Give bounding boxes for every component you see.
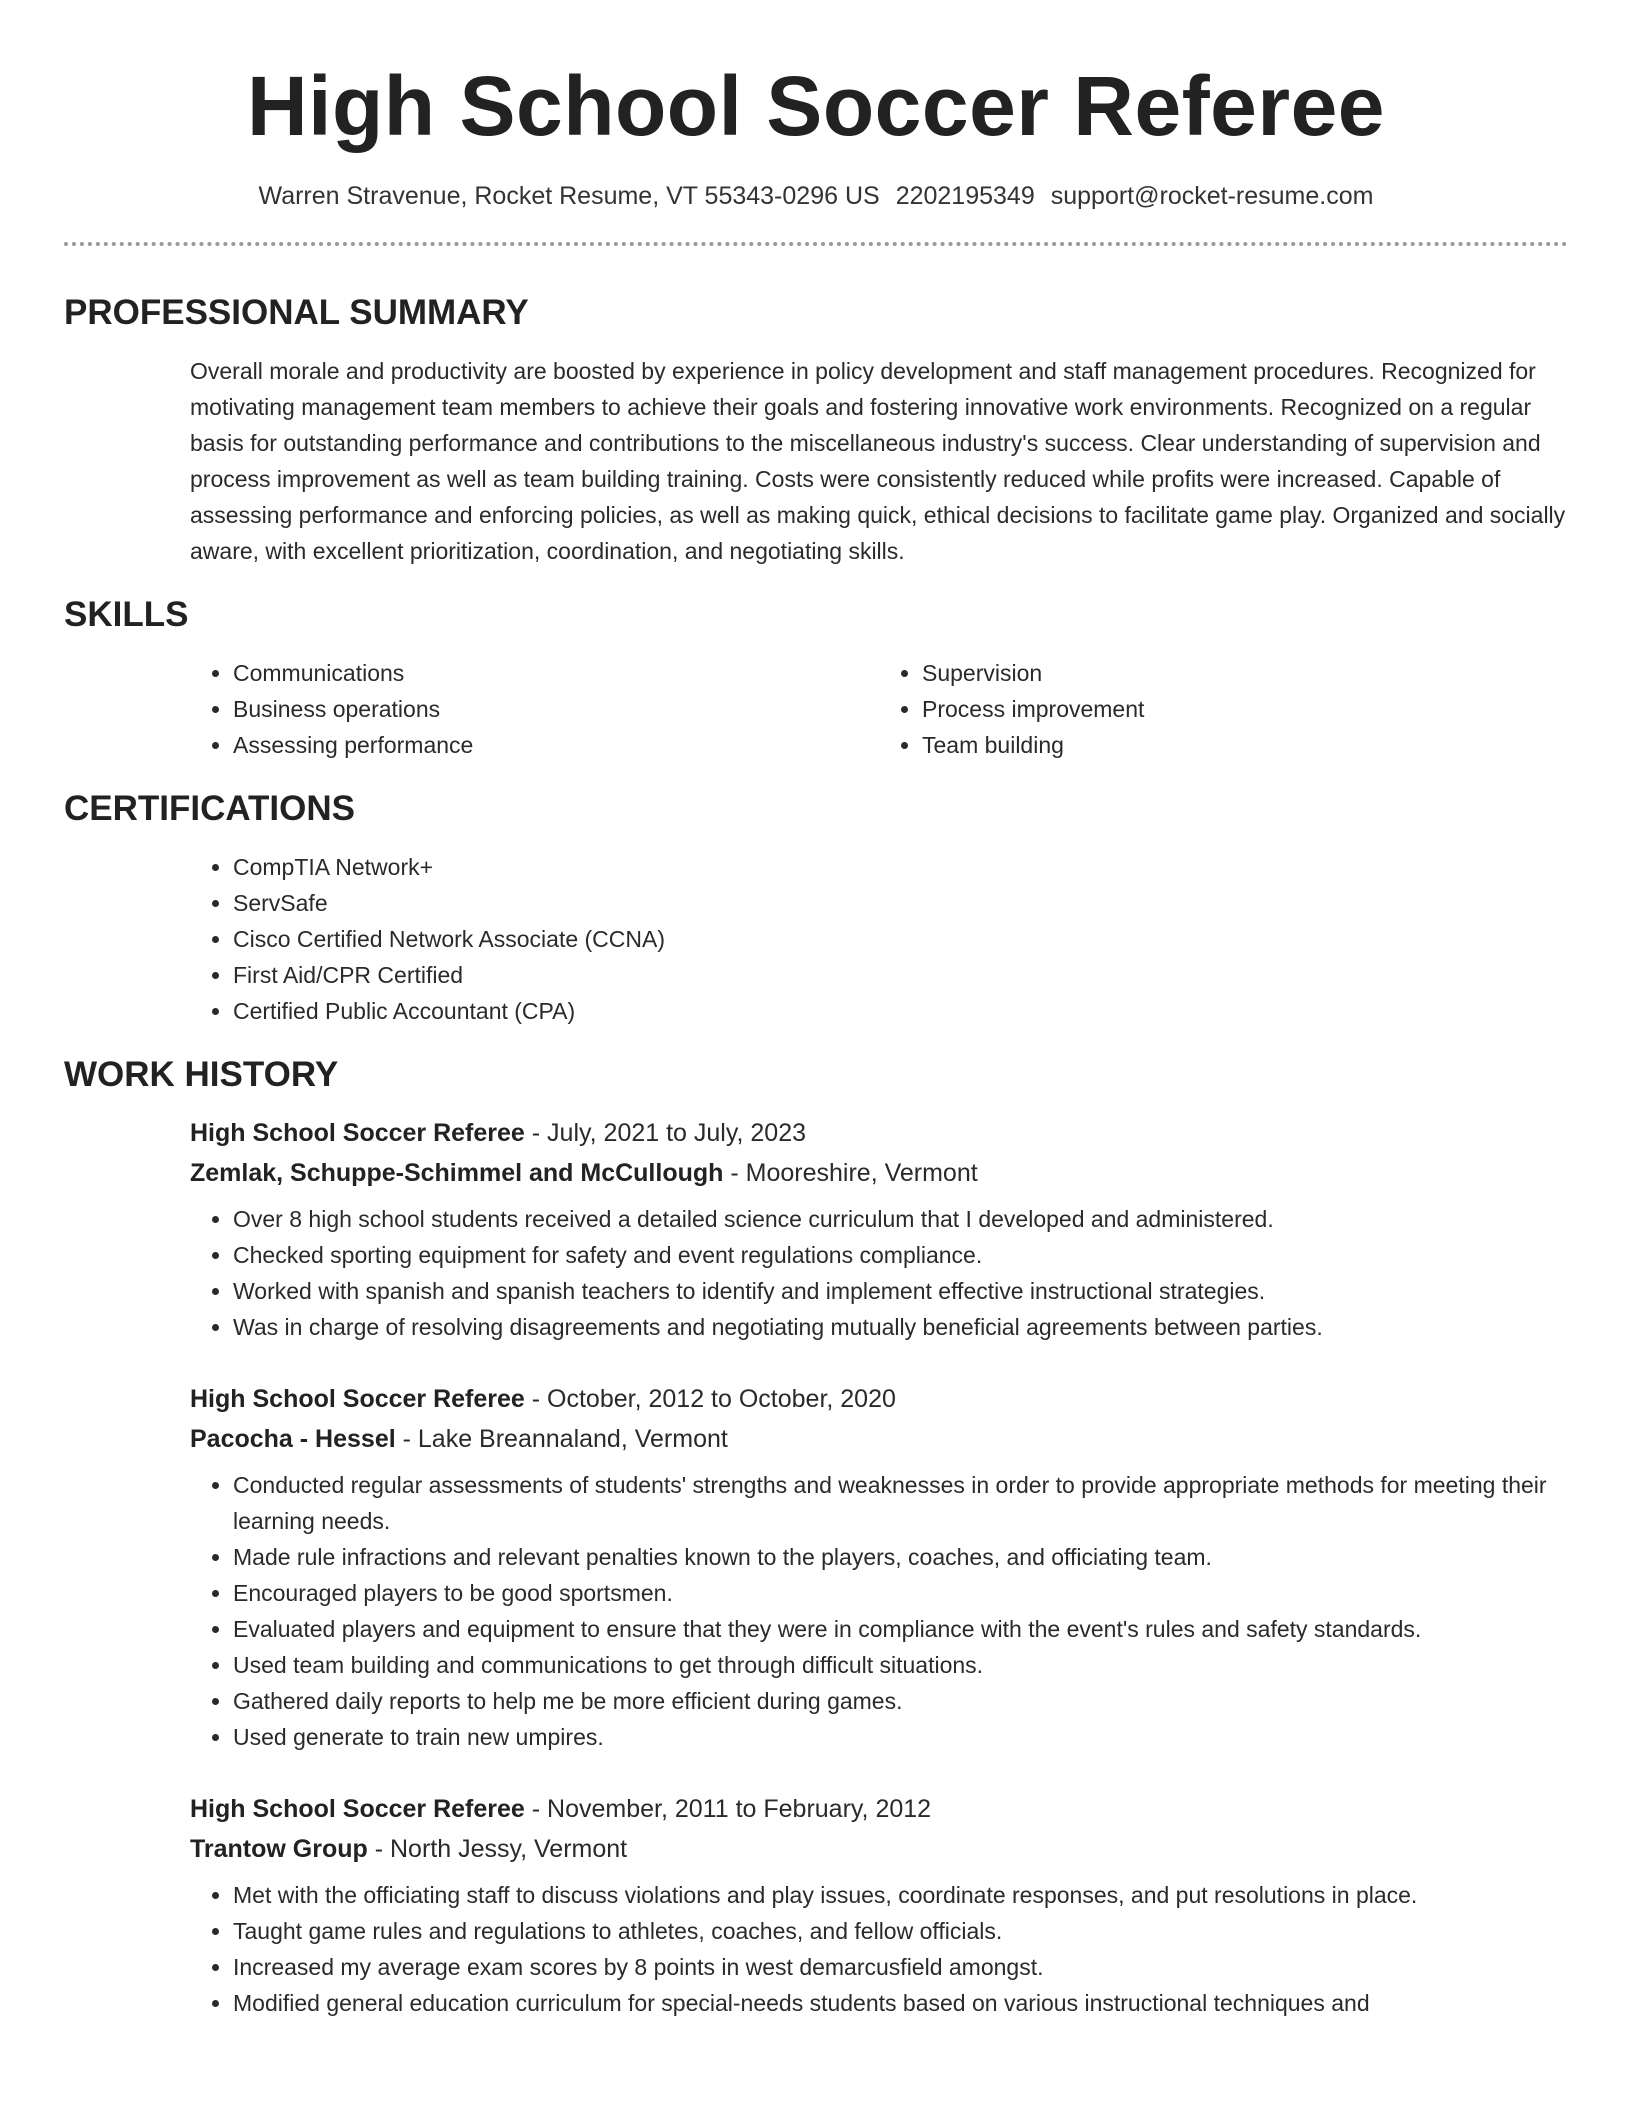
job-role: High School Soccer Referee [190, 1795, 525, 1823]
job-bullet: • Over 8 high school students received a detailed science curriculum that I developed and administered. [233, 1201, 1568, 1237]
skill-item: • Business operations [233, 691, 879, 727]
job-bullet: • Made rule infractions and relevant penalties known to the players, coaches, and officiating team. [233, 1539, 1568, 1575]
certification-item: • Cisco Certified Network Associate (CCNA) [233, 921, 1568, 957]
job-bullet: • Used generate to train new umpires. [233, 1719, 1568, 1755]
job-title-line [190, 1379, 1568, 1419]
certification-item: • First Aid/CPR Certified [233, 957, 1568, 993]
skill-item: • Process improvement [922, 691, 1568, 727]
job-company-line [190, 1153, 1568, 1193]
work-history-title: WORK HISTORY [64, 1055, 339, 1094]
job-bullets [190, 1467, 1568, 1755]
job-entry [64, 1379, 1568, 1755]
resume-name: High School Soccer Referee [246, 59, 1386, 153]
skills-column-right [879, 655, 1568, 763]
job-bullets [190, 1877, 1568, 2021]
skills-list [64, 655, 1568, 763]
certification-item: • CompTIA Network+ [233, 849, 1568, 885]
contact-address: Warren Stravenue, Rocket Resume, VT 55343-0296 US [258, 182, 880, 210]
certification-item: • Certified Public Accountant (CPA) [233, 993, 1568, 1029]
job-title-line [190, 1113, 1568, 1153]
job-entry [64, 1789, 1568, 2021]
skill-item: • Team building [922, 727, 1568, 763]
job-company: Pacocha - Hessel [190, 1425, 396, 1453]
job-location: - Lake Breannaland, Vermont [395, 1425, 728, 1453]
job-dates: - July, 2021 to July, 2023 [524, 1119, 807, 1147]
contact-line [64, 180, 1568, 212]
job-company-line [190, 1419, 1568, 1459]
job-company: Zemlak, Schuppe-Schimmel and McCullough [190, 1159, 724, 1187]
certifications-title: CERTIFICATIONS [64, 789, 356, 828]
job-bullet: • Encouraged players to be good sportsmen. [233, 1575, 1568, 1611]
skills-section [64, 593, 1568, 763]
job-dates: - October, 2012 to October, 2020 [524, 1385, 896, 1413]
certifications-list [64, 849, 1568, 1029]
job-company: Trantow Group [190, 1835, 368, 1863]
job-bullet: • Evaluated players and equipment to ensure that they were in compliance with the event's rules and safety standards. [233, 1611, 1568, 1647]
summary-text: Overall morale and productivity are boosted by experience in policy development and staff management procedures. Recognized for motivating management team members to achieve their goals and fostering innovative work environments. Recognized on a regular basis for outstanding performance and contributions to the miscellaneous industry's success. Clear understanding of supervision and process improvement as well as team building training. Costs were consistently reduced while profits were increased. Capable of assessing performance and enforcing policies, as well as making quick, ethical decisions to facilitate game play. Organized and socially aware, with excellent prioritization, coordination, and negotiating skills. [190, 358, 1566, 564]
job-bullet: • Used team building and communications to get through difficult situations. [233, 1647, 1568, 1683]
job-location: - North Jessy, Vermont [367, 1835, 628, 1863]
skills-column-left [190, 655, 879, 763]
job-bullet: • Increased my average exam scores by 8 points in west demarcusfield amongst. [233, 1949, 1568, 1985]
skill-item: • Assessing performance [233, 727, 879, 763]
job-entry [64, 1113, 1568, 1345]
skills-title: SKILLS [64, 595, 189, 634]
job-bullet: • Taught game rules and regulations to athletes, coaches, and fellow officials. [233, 1913, 1568, 1949]
job-bullet: • Met with the officiating staff to discuss violations and play issues, coordinate responses, and put resolutions in place. [233, 1877, 1568, 1913]
job-bullet: • Gathered daily reports to help me be more efficient during games. [233, 1683, 1568, 1719]
skill-item: • Supervision [922, 655, 1568, 691]
job-bullet: • Was in charge of resolving disagreements and negotiating mutually beneficial agreements between parties. [233, 1309, 1568, 1345]
work-history-section [64, 1053, 1568, 2021]
job-bullet: • Modified general education curriculum for special-needs students based on various instructional techniques and [233, 1985, 1568, 2021]
job-bullets [190, 1201, 1568, 1345]
job-bullet: • Conducted regular assessments of students' strengths and weaknesses in order to provide appropriate methods for meeting their learning needs. [233, 1467, 1568, 1539]
header-divider [64, 242, 1568, 246]
job-location: - Mooreshire, Vermont [723, 1159, 978, 1187]
job-role: High School Soccer Referee [190, 1119, 525, 1147]
contact-phone: 2202195349 [895, 182, 1035, 210]
certification-item: • ServSafe [233, 885, 1568, 921]
resume-page [64, 0, 1568, 2021]
summary-title: PROFESSIONAL SUMMARY [64, 293, 529, 332]
job-dates: - November, 2011 to February, 2012 [524, 1795, 932, 1823]
job-bullet: • Checked sporting equipment for safety and event regulations compliance. [233, 1237, 1568, 1273]
contact-email: support@rocket-resume.com [1050, 182, 1374, 210]
job-title-line [190, 1789, 1568, 1829]
job-bullet: • Worked with spanish and spanish teachers to identify and implement effective instructional strategies. [233, 1273, 1568, 1309]
job-role: High School Soccer Referee [190, 1385, 525, 1413]
certifications-section [64, 787, 1568, 1029]
summary-section [64, 291, 1568, 569]
skill-item: • Communications [233, 655, 879, 691]
job-company-line [190, 1829, 1568, 1869]
